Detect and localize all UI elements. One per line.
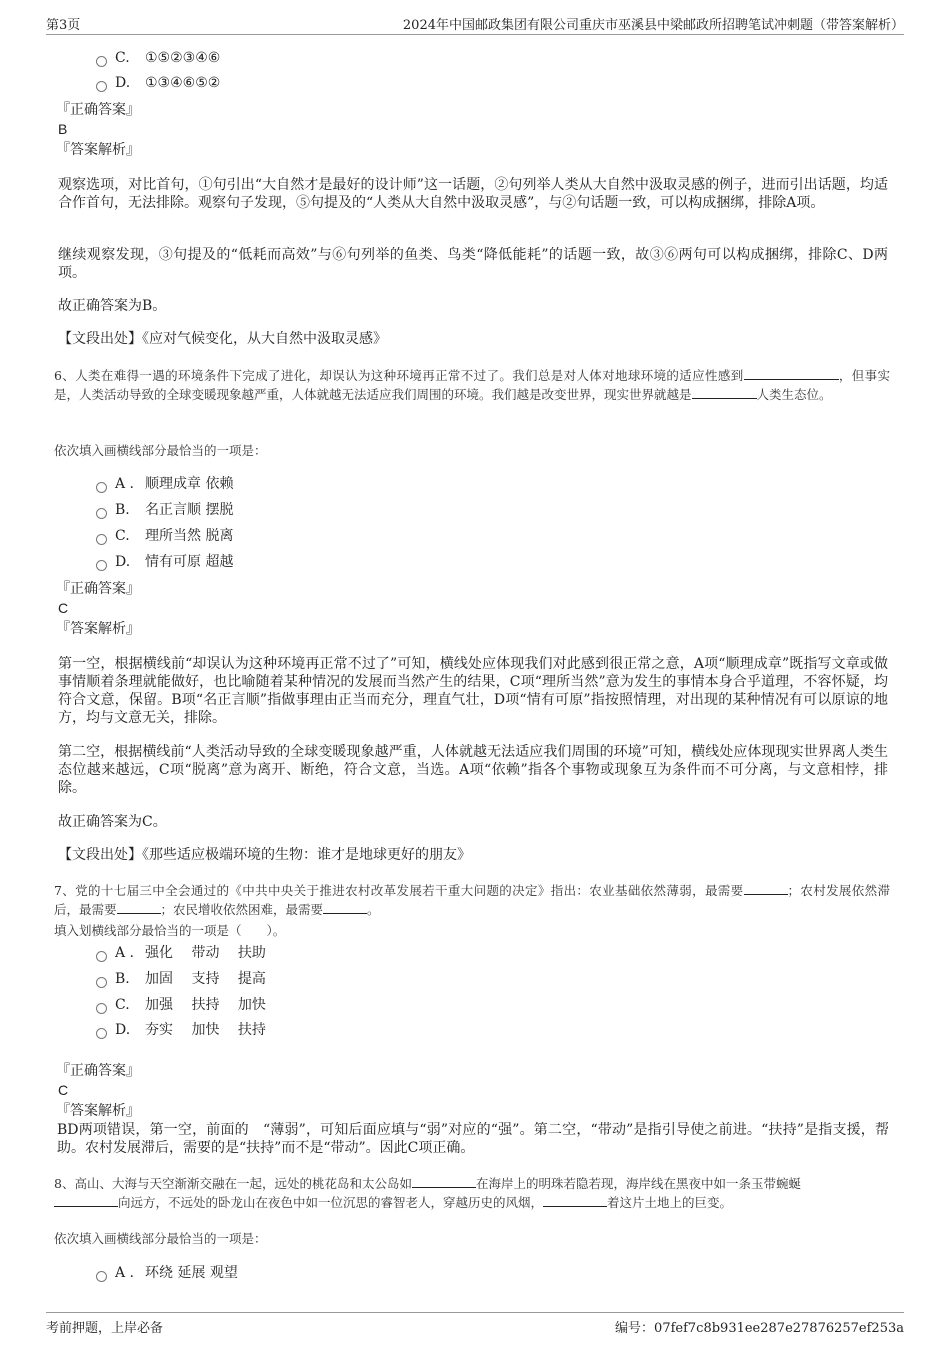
q8-option-a[interactable]: A . 环绕 延展 观望 [96,1263,238,1283]
footer-slogan: 考前押题，上岸必备 [46,1321,164,1336]
radio-icon[interactable] [96,1003,107,1014]
q5-answer-label: 『正确答案』 [56,102,140,118]
radio-icon[interactable] [96,977,107,988]
blank-line [412,1175,476,1188]
q6-answer-label: 『正确答案』 [56,581,140,597]
q6-option-a[interactable]: A . 顺理成章 依赖 [96,474,233,494]
q6-analysis-p3: 故正确答案为C。 [58,814,167,830]
q5-answer: B [58,121,68,137]
radio-icon[interactable] [96,951,107,962]
q7-analysis: BD两项错误，第一空，前面的 “薄弱”，可知后面应填与“弱”对应的“强”。第二空，“带动”是指引导使之前进。“扶持”是指支援，帮助。农村发展滞后，需要的是“扶持”而不是“带动”。因此C项正确。 [57,1122,889,1156]
q5-analysis-label: 『答案解析』 [56,142,140,158]
footer-serial: 编号：07fef7c8b931ee287e27876257ef253a [615,1321,904,1336]
q5-analysis-p1: 观察选项，对比首句，①句引出“大自然才是最好的设计师”这一话题，②句列举人类从大自然中汲取灵感的例子，进而引出话题，均适合作首句，无法排除。观察句子发现，⑤句提及的“人类从大自然中汲取灵感”，与②句话题一致，可以构成捆绑，排除A项。 [58,177,888,211]
q6-analysis-p2: 第二空，根据横线前“人类活动导致的全球变暖现象越严重，人体就越无法适应我们周围的环境”可知，横线处应体现现实世界离人类生态位越来越远，C项“脱离”意为离开、断绝，符合文意，当选。A项“依赖”指各个事物或现象互为条件而不可分离，与文意相悖，排除。 [58,744,888,796]
q6-analysis-p1: 第一空，根据横线前“却误认为这种环境再正常不过了”可知，横线处应体现我们对此感到很正常之意，A项“顺理成章”既指写文章或做事情顺着条理就能做好，也比喻随着某种情况的发展而当然产生的结果，C项“理所当然”意为发生的事情本身合乎道理，不容怀疑，均符合文意，保留。B项“名正言顺”指做事理由正当而充分，理直气壮，D项“情有可原”指按照情理，对出现的某种情况有可以原谅的地方，均与文意无关，排除。 [58,656,888,726]
radio-icon[interactable] [96,482,107,493]
radio-icon[interactable] [96,81,107,92]
q6-prompt: 依次填入画横线部分最恰当的一项是： [54,443,267,458]
q7-analysis-label: 『答案解析』 [56,1103,140,1119]
q6-option-d[interactable]: D. 情有可原 超越 [96,552,233,572]
q5-analysis-p2: 继续观察发现，③句提及的“低耗而高效”与⑥句列举的鱼类、鸟类“降低能耗”的话题一致，故③⑥两句可以构成捆绑，排除C、D两项。 [58,247,888,281]
radio-icon[interactable] [96,534,107,545]
q6-analysis-label: 『答案解析』 [56,621,140,637]
blank-line [543,1194,607,1207]
blank-line [323,901,367,914]
q5-source: 【文段出处】《应对气候变化，从大自然中汲取灵感》 [58,331,387,347]
blank-line [692,386,757,399]
q8-stem: 8、高山、大海与天空渐渐交融在一起，远处的桃花岛和太公岛如 在海岸上的明珠若隐若现，海岸线在黑夜中如一条玉带蜿蜒 向远方，不远处的卧龙山在夜色中如一位沉思的睿智老人，穿越历史的风烟， 着这片土地上的巨变。 [54,1176,801,1210]
q7-stem: 7、党的十七届三中全会通过的《中共中央关于推进农村改革发展若干重大问题的决定》指出：农业基础依然薄弱，最需要 ；农村发展依然滞后，最需要 ；农民增收依然困难，最需要 。 [54,883,890,917]
radio-icon[interactable] [96,1271,107,1282]
q7-option-b[interactable]: B. 加固 支持 提高 [96,969,266,989]
q5-option-d[interactable]: D. ①③④⑥⑤② [96,73,220,93]
radio-icon[interactable] [96,508,107,519]
q5-option-c[interactable]: C. ①⑤②③④⑥ [96,48,220,68]
q6-stem: 6、人类在难得一遇的环境条件下完成了进化，却误认为这种环境再正常不过了。我们总是对人体对地球环境的适应性感到 ，但事实是，人类活动导致的全球变暖现象越严重，人体就越无法适应我们周围的环境。我们越是改变世界，现实世界就越是 人类生态位。 [54,368,890,402]
q6-source: 【文段出处】《那些适应极端环境的生物：谁才是地球更好的朋友》 [58,847,471,863]
radio-icon[interactable] [96,560,107,571]
page-footer [46,1312,904,1337]
page-header [46,14,904,35]
q7-answer: C [58,1082,69,1098]
q6-option-b[interactable]: B. 名正言顺 摆脱 [96,500,233,520]
document-title: 2024年中国邮政集团有限公司重庆市巫溪县中梁邮政所招聘笔试冲刺题（带答案解析） [402,18,904,33]
radio-icon[interactable] [96,56,107,67]
page-number: 第3页 [46,18,81,33]
q5-analysis-p3: 故正确答案为B。 [58,298,167,314]
q7-prompt: 填入划横线部分最恰当的一项是（ ）。 [54,923,286,938]
blank-line [744,367,839,380]
q7-option-a[interactable]: A . 强化 带动 扶助 [96,943,266,963]
q8-prompt: 依次填入画横线部分最恰当的一项是： [54,1231,267,1246]
q6-answer: C [58,600,69,616]
q7-option-c[interactable]: C. 加强 扶持 加快 [96,995,266,1015]
q6-option-c[interactable]: C. 理所当然 脱离 [96,526,233,546]
q7-option-d[interactable]: D. 夯实 加快 扶持 [96,1020,266,1040]
blank-line [117,901,161,914]
q7-answer-label: 『正确答案』 [56,1063,140,1079]
blank-line [744,882,788,895]
blank-line [54,1194,118,1207]
radio-icon[interactable] [96,1028,107,1039]
